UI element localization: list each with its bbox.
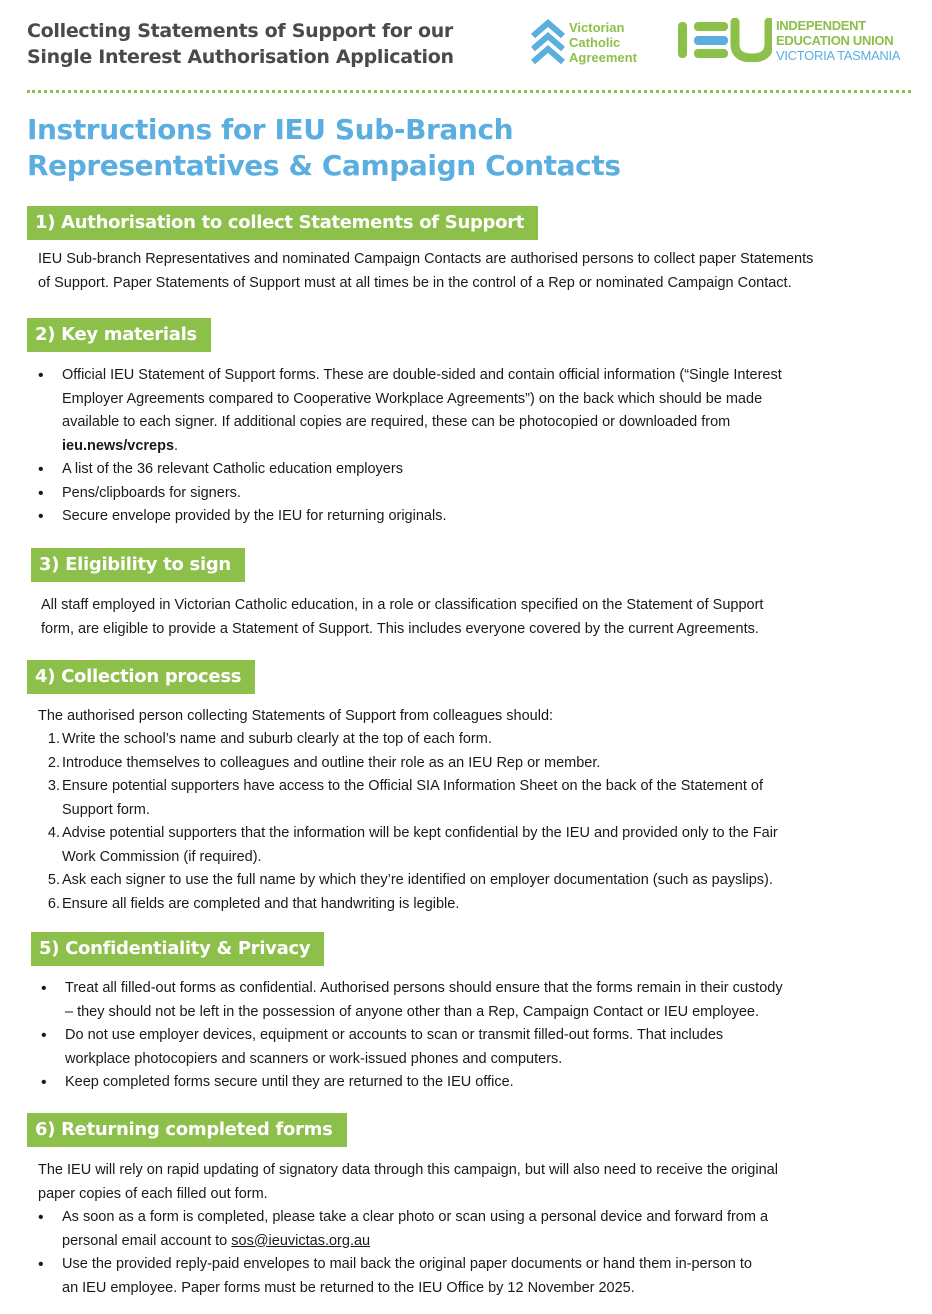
chevron-up-icon [531, 18, 565, 66]
section-heading-collection-process: 4) Collection process [27, 660, 255, 694]
victorian-catholic-agreement-logo [531, 18, 661, 68]
section-heading-key-materials: 2) Key materials [27, 318, 211, 352]
list-item: 1. Write the school’s name and suburb clearly at the top of each form. [47, 731, 492, 747]
section-heading-authorisation: 1) Authorisation to collect Statements of Support [27, 206, 538, 240]
list-item: • Secure envelope provided by the IEU for returning originals. [28, 505, 782, 529]
list-item: • Official IEU Statement of Support forms. These are double-sided and contain official information (“Single Interest Employer Agreements compared to Cooperative Workplace Agreements”) on the back which should be made available to each signer. If additional copies are required, these can be photocopied or downloaded from ieu.news/vcreps. [28, 364, 782, 458]
list-item: • Treat all filled-out forms as confidential. Authorised persons should ensure that the forms remain in their custody – they should not be left in the possession of anyone other than a Rep, Campaign Contact or IEU employee. [31, 977, 783, 1024]
collection-intro: The authorised person collecting Statements of Support from colleagues should: [38, 708, 554, 724]
list-item: • Do not use employer devices, equipment or accounts to scan or transmit filled-out forms. That includes workplace photocopiers and scanners or work-issued phones and computers. [31, 1024, 783, 1071]
returning-list [28, 1206, 768, 1300]
list-item: 2. Introduce themselves to colleagues and outline their role as an IEU Rep or member. [47, 754, 601, 771]
dotted-divider [27, 90, 911, 93]
list-item: • As soon as a form is completed, please take a clear photo or scan using a personal device and forward from a personal email account to sos@ieuvictas.org.au [28, 1206, 768, 1253]
vca-logo-text: Victorian Catholic Agreement [569, 20, 637, 65]
ieu-logo [678, 16, 918, 66]
ieu-letters-icon [678, 18, 772, 62]
section-heading-eligibility: 3) Eligibility to sign [31, 548, 245, 582]
collection-steps-list [38, 728, 778, 916]
page-title: Instructions for IEU Sub-Branch Representatives & Campaign Contacts [27, 113, 621, 182]
section-authorisation-text: IEU Sub-branch Representatives and nominated Campaign Contacts are authorised persons to collect paper Statements of Support. Paper Statements of Support must at all times be in the control of a Rep or nominated Campaign Contact. [38, 251, 814, 291]
list-item: • Pens/clipboards for signers. [28, 482, 782, 506]
returning-intro: The IEU will rely on rapid updating of signatory data through this campaign, but will also need to receive the original paper copies of each filled out form. [38, 1162, 778, 1202]
list-item: • A list of the 36 relevant Catholic education employers [28, 458, 782, 482]
page-header [27, 16, 912, 76]
section-heading-confidentiality: 5) Confidentiality & Privacy [31, 932, 324, 966]
ieu-logo-text: INDEPENDENT EDUCATION UNION VICTORIA TASMANIA [776, 18, 901, 63]
document-title: Collecting Statements of Support for our Single Interest Authorisation Application [27, 20, 454, 68]
list-item: 3. Ensure potential supporters have access to the Official SIA Information Sheet on the back of the Statement of Support form. [47, 778, 763, 818]
key-materials-list [28, 364, 782, 529]
confidentiality-list [31, 977, 783, 1095]
vcreps-link[interactable]: ieu.news/vcreps [62, 437, 175, 454]
list-item: 5. Ask each signer to use the full name by which they’re identified on employer documentation (such as payslips). [47, 872, 773, 888]
list-item: • Keep completed forms secure until they are returned to the IEU office. [31, 1071, 783, 1095]
email-link[interactable]: sos@ieuvictas.org.au [231, 1232, 371, 1249]
list-item: 6. Ensure all fields are completed and that handwriting is legible. [47, 895, 460, 912]
list-item: • Use the provided reply-paid envelopes to mail back the original paper documents or hand them in-person to an IEU employee. Paper forms must be returned to the IEU Office by 12 November 2025. [28, 1253, 768, 1300]
section-heading-returning-forms: 6) Returning completed forms [27, 1113, 347, 1147]
list-item: 4. Advise potential supporters that the information will be kept confidential by the IEU and provided only to the Fair Work Commission (if required). [47, 825, 778, 865]
section-eligibility-text: All staff employed in Victorian Catholic education, in a role or classification specified on the Statement of Support form, are eligible to provide a Statement of Support. This includes everyone covered by the current Agreements. [41, 597, 764, 637]
